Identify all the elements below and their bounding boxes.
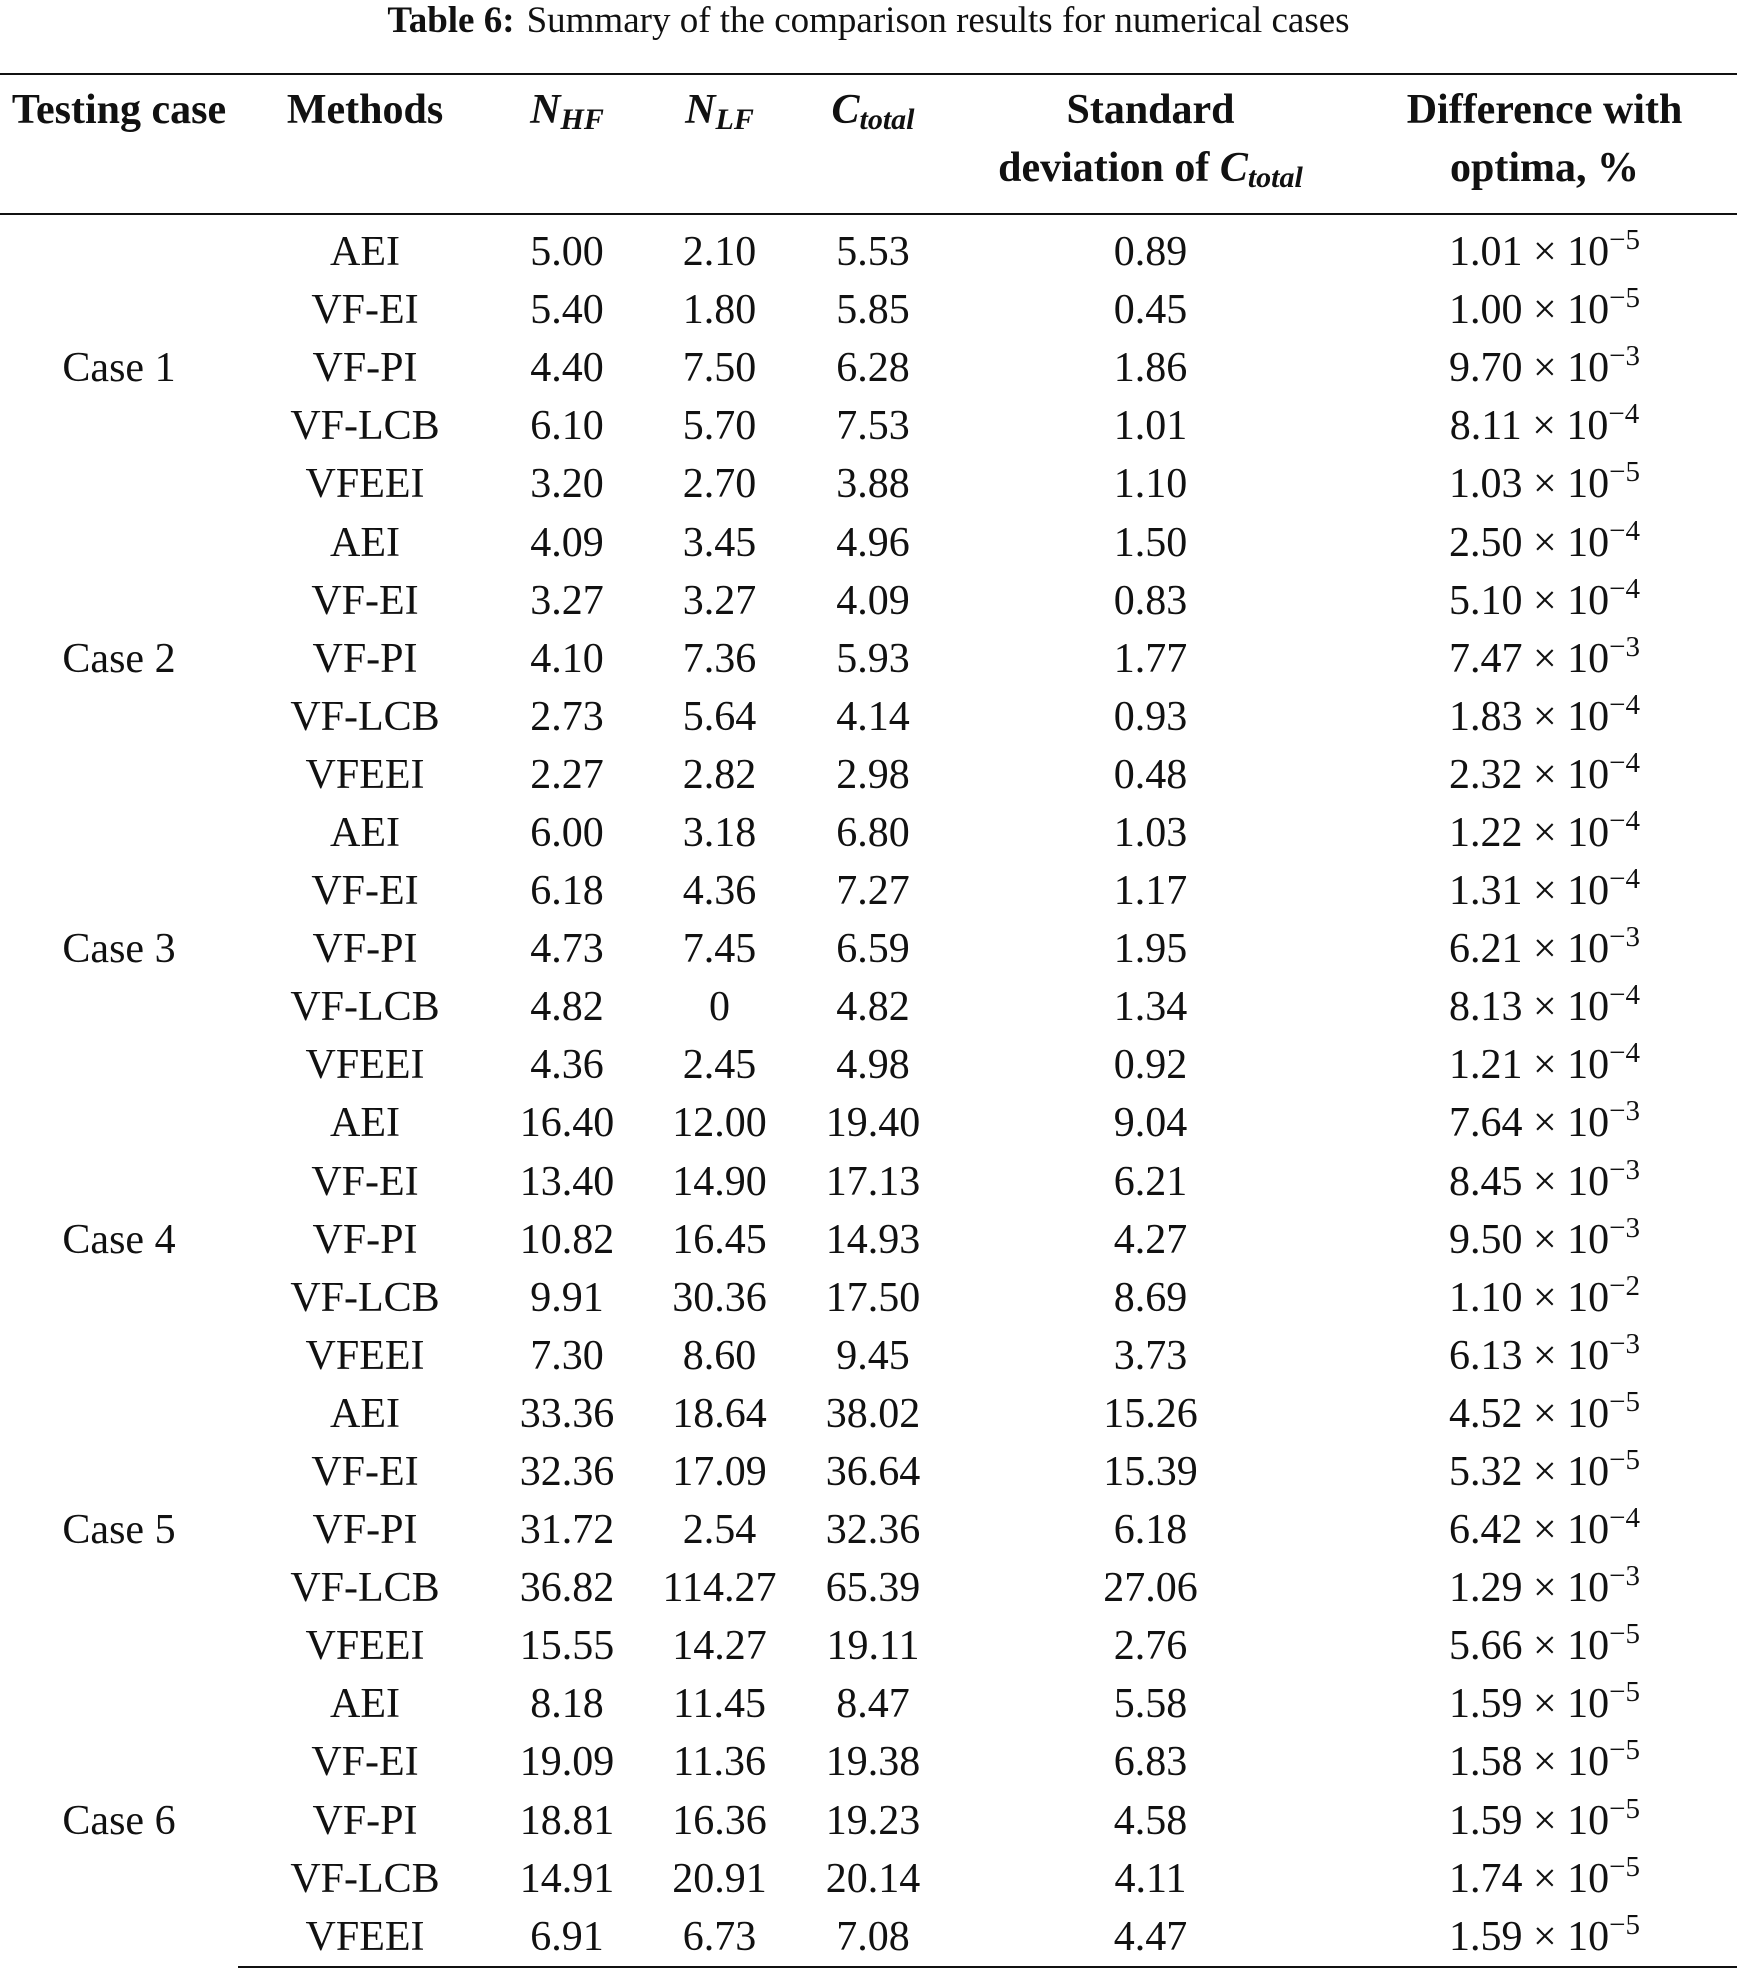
nlf-cell: 11.45: [673, 1681, 766, 1728]
nlf-cell: 14.90: [672, 1158, 767, 1205]
ctotal-cell: 4.82: [836, 984, 910, 1031]
nhf-cell: 4.40: [530, 345, 604, 392]
ctotal-cell: 4.96: [836, 519, 910, 566]
nlf-cell: 2.10: [682, 229, 757, 276]
table-row: [0, 1675, 1737, 1733]
difference-cell: $5.66 \times 10^{-5}$: [1448, 1618, 1641, 1670]
ctotal-cell: 4.98: [836, 1042, 910, 1089]
std-cell: 1.86: [1113, 345, 1188, 392]
table-row: [0, 804, 1737, 862]
method-cell: AEI: [330, 1390, 400, 1437]
ctotal-cell: 19.11: [826, 1623, 920, 1670]
nhf-cell: 6.91: [492, 1908, 642, 1967]
nlf-cell: 14.27: [672, 1623, 767, 1670]
nhf-cell: 4.73: [530, 926, 604, 973]
nlf-cell: 7.50: [682, 345, 757, 392]
nhf-cell: 6.00: [530, 809, 604, 856]
table-row: [0, 1094, 1737, 1152]
nhf-cell: 15.55: [519, 1623, 615, 1670]
difference-cell: $1.00 \times 10^{-5}$: [1448, 282, 1641, 334]
std-cell: 15.26: [1103, 1390, 1198, 1437]
method-cell: VF-LCB: [290, 984, 440, 1031]
nhf-cell: 2.27: [530, 751, 604, 798]
table-row: [0, 1327, 1737, 1385]
difference-cell: $1.22 \times 10^{-4}$: [1448, 804, 1641, 856]
ctotal-cell: 2.98: [836, 751, 910, 798]
std-cell: 6.18: [1113, 1507, 1188, 1554]
difference-cell: $1.58 \times 10^{-5}$: [1448, 1734, 1641, 1786]
table-caption: [0, 0, 1737, 42]
method-cell: VF-PI: [312, 635, 418, 682]
std-cell: 0.93: [1113, 693, 1188, 740]
ctotal-cell: 32.36: [825, 1507, 921, 1554]
std-cell: 4.27: [1113, 1216, 1188, 1263]
std-cell: 4.11: [1114, 1855, 1187, 1902]
nlf-cell: 17.09: [672, 1449, 767, 1496]
nhf-cell: 8.18: [530, 1681, 604, 1728]
nlf-cell: 0: [709, 984, 730, 1031]
nlf-cell: 2.70: [682, 461, 757, 508]
nlf-cell: 7.45: [682, 926, 757, 973]
difference-cell: $1.59 \times 10^{-5}$: [1352, 1908, 1737, 1967]
difference-cell: $7.47 \times 10^{-3}$: [1448, 630, 1641, 682]
table-row: [0, 1385, 1737, 1443]
nlf-cell: 18.64: [672, 1390, 767, 1437]
method-cell: VF-LCB: [290, 1855, 440, 1902]
difference-cell: $1.31 \times 10^{-4}$: [1448, 863, 1641, 915]
nhf-cell: 33.36: [519, 1390, 615, 1437]
nlf-cell: 11.36: [673, 1739, 766, 1786]
method-cell: VF-PI: [312, 345, 418, 392]
header-methods: Methods: [238, 74, 492, 214]
ctotal-cell: 19.23: [825, 1797, 921, 1844]
std-cell: 4.58: [1113, 1797, 1188, 1844]
table-row: [0, 572, 1737, 630]
table-row: [0, 1792, 1737, 1850]
method-cell: VF-PI: [312, 926, 418, 973]
difference-cell: $1.10 \times 10^{-2}$: [1448, 1269, 1641, 1321]
testing-case-cell: Case 6: [62, 1798, 176, 1845]
method-cell: VF-EI: [311, 868, 419, 915]
method-cell: VF-PI: [312, 1216, 418, 1263]
nlf-cell: 3.18: [682, 809, 757, 856]
nlf-cell: 3.27: [682, 577, 757, 624]
table-row: [0, 339, 1737, 397]
caption-text: Summary of the comparison results for numerical cases: [526, 0, 1350, 41]
ctotal-cell: 4.14: [836, 693, 910, 740]
std-cell: 4.47: [949, 1908, 1352, 1967]
nhf-cell: 31.72: [519, 1507, 615, 1554]
nhf-cell: 6.18: [530, 868, 604, 915]
method-cell: AEI: [330, 519, 400, 566]
method-cell: VF-LCB: [290, 1565, 440, 1612]
table-row: [0, 862, 1737, 920]
ctotal-cell: 7.53: [836, 403, 910, 450]
nlf-cell: 2.54: [682, 1507, 757, 1554]
nhf-cell: 4.09: [530, 519, 604, 566]
nhf-cell: 32.36: [519, 1449, 615, 1496]
std-cell: 27.06: [1103, 1565, 1198, 1612]
std-cell: 1.01: [1113, 403, 1188, 450]
table-row: [0, 1443, 1737, 1501]
ctotal-cell: 19.40: [825, 1100, 921, 1147]
nlf-cell: 12.00: [672, 1100, 767, 1147]
nlf-cell: 2.45: [682, 1042, 757, 1089]
std-cell: 1.50: [1113, 519, 1188, 566]
table-row: [0, 1211, 1737, 1269]
nhf-cell: 18.81: [519, 1797, 615, 1844]
nhf-cell: 36.82: [519, 1565, 615, 1612]
nlf-cell: 16.45: [672, 1216, 767, 1263]
std-cell: 0.83: [1113, 577, 1188, 624]
method-cell: VF-LCB: [290, 403, 440, 450]
nhf-cell: 16.40: [519, 1100, 615, 1147]
nhf-cell: 5.40: [530, 287, 604, 334]
ctotal-cell: 5.93: [836, 635, 910, 682]
nlf-cell: 20.91: [672, 1855, 767, 1902]
table-row: [0, 214, 1737, 281]
std-cell: 8.69: [1113, 1274, 1188, 1321]
method-cell: AEI: [330, 229, 400, 276]
ctotal-cell: 19.38: [825, 1739, 921, 1786]
ctotal-cell: 6.59: [836, 926, 910, 973]
difference-cell: $8.11 \times 10^{-4}$: [1449, 398, 1640, 450]
std-cell: 5.58: [1113, 1681, 1188, 1728]
nhf-cell: 10.82: [519, 1216, 615, 1263]
nlf-cell: 1.80: [682, 287, 757, 334]
nlf-cell: 7.36: [682, 635, 757, 682]
std-cell: 6.83: [1113, 1739, 1188, 1786]
difference-cell: $6.13 \times 10^{-3}$: [1448, 1327, 1641, 1379]
nhf-cell: 3.20: [530, 461, 604, 508]
method-cell: VF-EI: [311, 1739, 419, 1786]
method-cell: VFEEI: [305, 1332, 425, 1379]
nhf-cell: 7.30: [530, 1332, 604, 1379]
method-cell: AEI: [330, 1681, 400, 1728]
nlf-cell: 8.60: [682, 1332, 757, 1379]
method-cell: VF-EI: [311, 287, 419, 334]
std-cell: 1.03: [1113, 809, 1188, 856]
method-cell: VF-PI: [312, 1507, 418, 1554]
table-row: [0, 1153, 1737, 1211]
std-cell: 1.10: [1113, 461, 1188, 508]
method-cell: AEI: [330, 1100, 400, 1147]
ctotal-cell: 6.80: [836, 809, 910, 856]
difference-cell: $2.32 \times 10^{-4}$: [1448, 746, 1641, 798]
table-row: [0, 1617, 1737, 1675]
nlf-cell: 2.82: [682, 751, 757, 798]
ctotal-cell: 4.09: [836, 577, 910, 624]
header-testing-case: Testing case: [0, 74, 238, 214]
std-cell: 1.17: [1113, 868, 1188, 915]
difference-cell: $1.59 \times 10^{-5}$: [1448, 1792, 1641, 1844]
nlf-cell: 4.36: [682, 868, 757, 915]
difference-cell: $9.50 \times 10^{-3}$: [1448, 1211, 1641, 1263]
table-row: [0, 1850, 1737, 1908]
std-cell: 1.95: [1113, 926, 1188, 973]
ctotal-cell: 5.53: [836, 229, 910, 276]
method-cell: VF-EI: [311, 1449, 419, 1496]
difference-cell: $1.29 \times 10^{-3}$: [1448, 1560, 1641, 1612]
nhf-cell: 5.00: [530, 229, 604, 276]
table-row: [0, 455, 1737, 513]
table-row: [0, 281, 1737, 339]
difference-cell: $1.21 \times 10^{-4}$: [1448, 1037, 1641, 1089]
difference-cell: $4.52 \times 10^{-5}$: [1448, 1385, 1641, 1437]
nhf-cell: 6.10: [530, 403, 604, 450]
std-cell: 1.34: [1113, 984, 1188, 1031]
method-cell: VFEEI: [305, 1623, 425, 1670]
table-row: [0, 978, 1737, 1036]
ctotal-cell: 17.50: [825, 1274, 921, 1321]
ctotal-cell: 38.02: [825, 1390, 921, 1437]
ctotal-cell: 3.88: [836, 461, 910, 508]
nhf-cell: 19.09: [519, 1739, 615, 1786]
nlf-cell: 5.70: [682, 403, 757, 450]
table-row: [0, 1733, 1737, 1791]
nhf-cell: 4.10: [530, 635, 604, 682]
testing-case-cell: Case 3: [62, 926, 176, 973]
difference-cell: $5.10 \times 10^{-4}$: [1448, 572, 1641, 624]
std-cell: 2.76: [1113, 1623, 1188, 1670]
table-body: [0, 214, 1737, 1967]
nlf-cell: 114.27: [662, 1565, 777, 1612]
testing-case-cell: Case 1: [62, 345, 176, 392]
header-std: Standard deviation of $C_{total}$: [949, 74, 1352, 214]
ctotal-cell: 65.39: [825, 1565, 921, 1612]
difference-cell: $1.03 \times 10^{-5}$: [1448, 456, 1641, 508]
difference-cell: $5.32 \times 10^{-5}$: [1448, 1444, 1641, 1496]
difference-cell: $1.59 \times 10^{-5}$: [1448, 1676, 1641, 1728]
nhf-cell: 13.40: [519, 1158, 615, 1205]
nlf-cell: 6.73: [642, 1908, 797, 1967]
testing-case-cell: Case 4: [62, 1216, 176, 1263]
method-cell: VFEEI: [305, 751, 425, 798]
method-cell: VF-EI: [311, 577, 419, 624]
std-cell: 9.04: [1113, 1100, 1188, 1147]
table-row: [0, 630, 1737, 688]
difference-cell: $6.21 \times 10^{-3}$: [1448, 921, 1641, 973]
table-row: [0, 920, 1737, 978]
nlf-cell: 16.36: [672, 1797, 767, 1844]
ctotal-cell: 9.45: [836, 1332, 910, 1379]
table-row: [0, 746, 1737, 804]
ctotal-cell: 5.85: [836, 287, 910, 334]
method-cell: AEI: [330, 809, 400, 856]
std-cell: 6.21: [1113, 1158, 1188, 1205]
testing-case-cell: Case 5: [62, 1507, 176, 1554]
ctotal-cell: 20.14: [825, 1855, 921, 1902]
method-cell: VF-EI: [311, 1158, 419, 1205]
std-cell: 0.48: [1113, 751, 1188, 798]
table-row: [0, 1559, 1737, 1617]
table-header: [0, 74, 1737, 214]
nhf-cell: 3.27: [530, 577, 604, 624]
ctotal-cell: 7.08: [797, 1908, 949, 1967]
difference-cell: $6.42 \times 10^{-4}$: [1448, 1502, 1641, 1554]
ctotal-cell: 14.93: [825, 1216, 921, 1263]
ctotal-cell: 6.28: [836, 345, 910, 392]
table-row: [0, 397, 1737, 455]
nhf-cell: 4.36: [530, 1042, 604, 1089]
method-cell: VF-LCB: [290, 1274, 440, 1321]
header-nhf: $N_{HF}$: [492, 74, 642, 214]
testing-case-cell: Case 2: [62, 635, 176, 682]
comparison-table: [0, 73, 1737, 1968]
ctotal-cell: 7.27: [836, 868, 910, 915]
std-cell: 0.92: [1113, 1042, 1188, 1089]
difference-cell: $9.70 \times 10^{-3}$: [1448, 340, 1641, 392]
difference-cell: $1.01 \times 10^{-5}$: [1448, 224, 1641, 276]
ctotal-cell: 36.64: [825, 1449, 921, 1496]
ctotal-cell: 17.13: [825, 1158, 921, 1205]
caption-label: Table 6:: [387, 0, 515, 41]
nhf-cell: 14.91: [519, 1855, 615, 1902]
std-cell: 15.39: [1103, 1449, 1198, 1496]
table-row: [0, 1501, 1737, 1559]
difference-cell: $2.50 \times 10^{-4}$: [1448, 514, 1641, 566]
header-diff: Difference with optima, %: [1352, 74, 1737, 214]
difference-cell: $8.13 \times 10^{-4}$: [1448, 979, 1641, 1031]
difference-cell: $1.83 \times 10^{-4}$: [1448, 688, 1641, 740]
nhf-cell: 9.91: [530, 1274, 604, 1321]
method-cell: VFEEI: [305, 461, 425, 508]
std-cell: 3.73: [1113, 1332, 1188, 1379]
table-row: [0, 513, 1737, 571]
nhf-cell: 2.73: [530, 693, 604, 740]
method-cell: VFEEI: [238, 1908, 492, 1967]
method-cell: VFEEI: [305, 1042, 425, 1089]
std-cell: 0.89: [1113, 229, 1188, 276]
ctotal-cell: 8.47: [836, 1681, 910, 1728]
difference-cell: $1.74 \times 10^{-5}$: [1448, 1850, 1641, 1902]
difference-cell: $8.45 \times 10^{-3}$: [1448, 1153, 1641, 1205]
method-cell: VF-PI: [312, 1797, 418, 1844]
nlf-cell: 30.36: [672, 1274, 767, 1321]
header-nlf: $N_{LF}$: [642, 74, 797, 214]
table-row: [0, 688, 1737, 746]
table-row: [0, 1908, 1737, 1967]
table-row: [0, 1269, 1737, 1327]
header-ctotal: $C_{total}$: [797, 74, 949, 214]
std-cell: 1.77: [1113, 635, 1188, 682]
difference-cell: $7.64 \times 10^{-3}$: [1448, 1095, 1641, 1147]
nlf-cell: 5.64: [682, 693, 757, 740]
nlf-cell: 3.45: [682, 519, 757, 566]
std-cell: 0.45: [1113, 287, 1188, 334]
nhf-cell: 4.82: [530, 984, 604, 1031]
table-row: [0, 1036, 1737, 1094]
method-cell: VF-LCB: [290, 693, 440, 740]
